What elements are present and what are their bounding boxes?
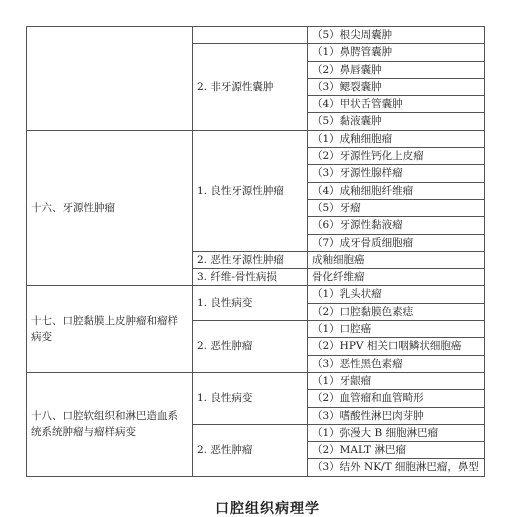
table-row <box>27 286 485 303</box>
list-item: （5）根尖周囊肿 <box>308 27 485 44</box>
list-item: 成釉细胞癌 <box>308 251 485 268</box>
list-item: （6）牙源性黏液瘤 <box>308 217 485 234</box>
subsection-title: 2. 恶性牙源性肿瘤 <box>193 251 308 268</box>
subsection-title: 1. 良性病变 <box>193 372 308 424</box>
list-item: （2）口腔黏膜色素痣 <box>308 303 485 320</box>
list-item: （2）鼻唇囊肿 <box>308 61 485 78</box>
section-title: 十八、口腔软组织和淋巴造血系统系统肿瘤与瘤样病变 <box>27 372 193 476</box>
table-row <box>27 372 485 389</box>
list-item: （5）黏液囊肿 <box>308 113 485 130</box>
list-item: （5）牙瘤 <box>308 199 485 216</box>
list-item: （1）鼻腭管囊肿 <box>308 44 485 61</box>
list-item: （4）甲状舌管囊肿 <box>308 96 485 113</box>
list-item: （3）结外 NK/T 细胞淋巴瘤，鼻型 <box>308 459 485 476</box>
list-item: （2）牙源性钙化上皮瘤 <box>308 148 485 165</box>
list-item: （3）嗜酸性淋巴肉芽肿 <box>308 407 485 424</box>
table-row <box>27 27 485 44</box>
list-item: （3）恶性黑色素瘤 <box>308 355 485 372</box>
list-item: （7）成牙骨质细胞瘤 <box>308 234 485 251</box>
list-item: （1）弥漫大 B 细胞淋巴瘤 <box>308 424 485 441</box>
list-item: （1）牙龈瘤 <box>308 372 485 389</box>
list-item: （2）MALT 淋巴瘤 <box>308 442 485 459</box>
section-title: 十七、口腔黏膜上皮肿瘤和瘤样病变 <box>27 286 193 372</box>
syllabus-table <box>26 26 485 477</box>
subsection-title: 3. 纤维-骨性病损 <box>193 269 308 286</box>
list-item: （4）成釉细胞纤维瘤 <box>308 182 485 199</box>
section-title: 十六、牙源性肿瘤 <box>27 130 193 286</box>
list-item: （3）牙源性腺样瘤 <box>308 165 485 182</box>
list-item: （1）乳头状瘤 <box>308 286 485 303</box>
next-section-heading: 口腔组织病理学 <box>215 501 320 517</box>
subsection-title: 2. 恶性肿瘤 <box>193 321 308 373</box>
list-item: （3）鳃裂囊肿 <box>308 78 485 95</box>
subsection-title: 2. 非牙源性囊肿 <box>193 44 308 130</box>
major-cell-continued <box>27 27 193 131</box>
subsection-title: 2. 恶性肿瘤 <box>193 424 308 476</box>
subsection-title: 1. 良性病变 <box>193 286 308 321</box>
list-item: （2）HPV 相关口咽鳞状细胞癌 <box>308 338 485 355</box>
list-item: （1）成釉细胞瘤 <box>308 130 485 147</box>
list-item: （2）血管瘤和血管畸形 <box>308 390 485 407</box>
minor-cell-continued <box>193 27 308 44</box>
table-row <box>27 130 485 147</box>
list-item: 骨化纤维瘤 <box>308 269 485 286</box>
subsection-title: 1. 良性牙源性肿瘤 <box>193 130 308 251</box>
list-item: （1）口腔癌 <box>308 321 485 338</box>
